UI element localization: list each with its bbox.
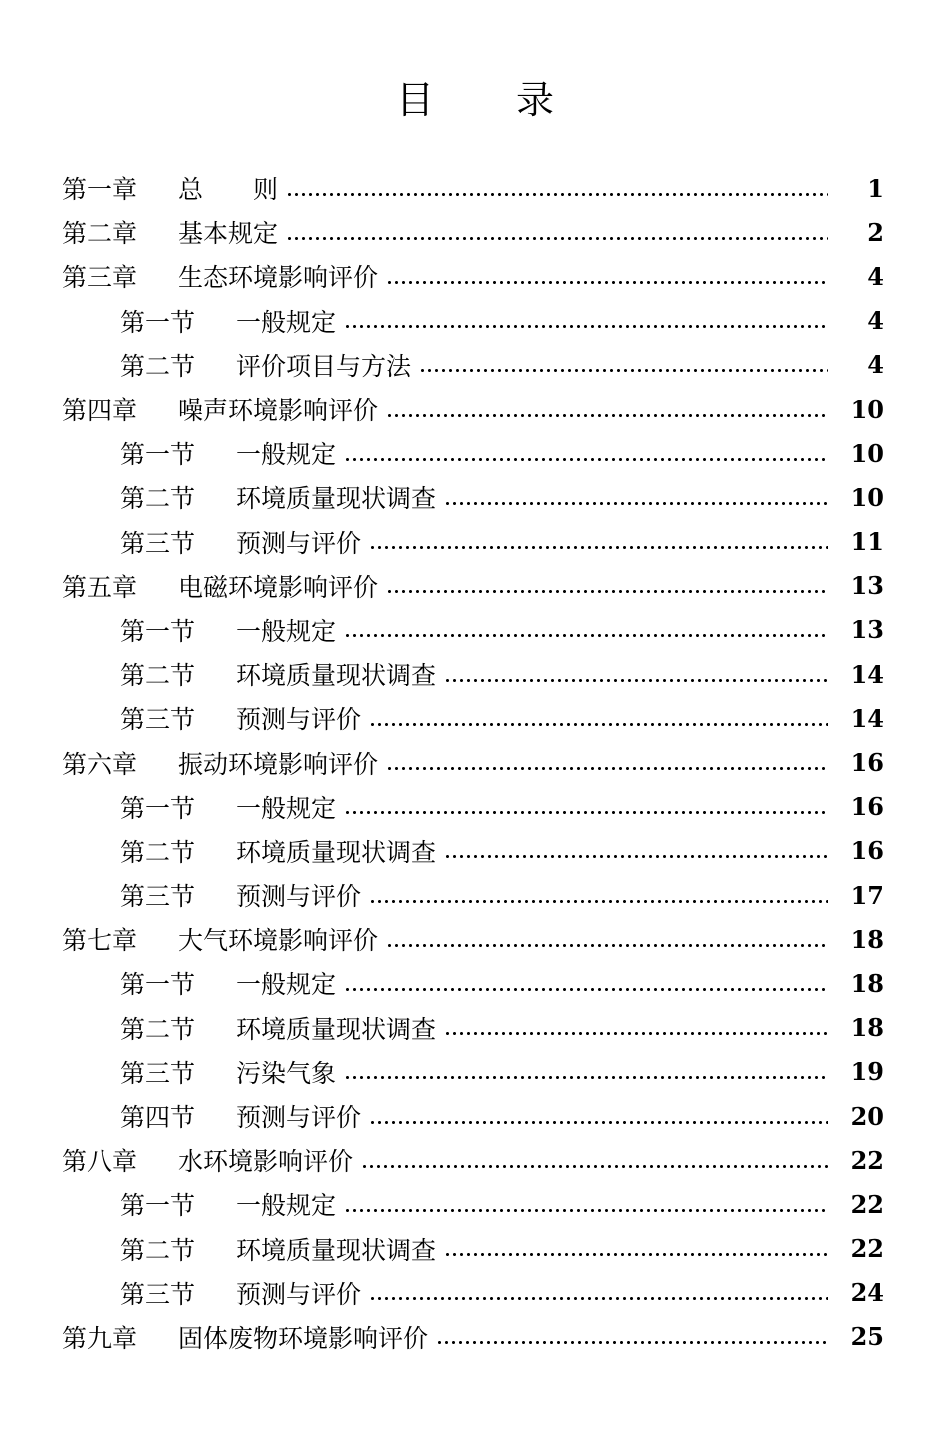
toc-entry-title: 水环境影响评价 [178,1147,354,1177]
toc-entry-title: 大气环境影响评价 [178,926,379,956]
toc-chapter-entry[interactable] [0,387,950,431]
toc-list [0,166,950,1359]
toc-section-entry[interactable] [0,343,950,387]
toc-entry-number: 第二节 [120,837,196,867]
toc-entry-number: 第二章 [62,219,138,249]
toc-entry-label [62,1142,353,1178]
toc-entry-title: 环境质量现状调查 [236,1235,437,1265]
toc-page-number: 4 [867,350,884,380]
dot-leader [444,679,828,682]
toc-entry-number: 第八章 [62,1147,138,1177]
toc-section-entry[interactable] [0,1182,950,1226]
dot-leader [344,325,828,328]
toc-entry-label [62,391,378,427]
toc-entry-number: 第四章 [62,396,138,426]
toc-entry-number: 第九章 [62,1323,138,1353]
dot-leader [286,193,828,196]
toc-entry-number: 第七章 [62,926,138,956]
toc-entry-label [120,877,361,913]
toc-page-number: 16 [850,836,884,866]
toc-page-number: 17 [850,880,884,910]
toc-entry-label [120,1275,361,1311]
dot-leader [444,1253,828,1256]
toc-page-number: 25 [850,1322,884,1352]
toc-entry-number: 第一节 [120,1191,196,1221]
toc-entry-number: 第六章 [62,749,138,779]
toc-title-char-2: 录 [516,78,555,122]
toc-page-number: 18 [850,1013,884,1043]
toc-page-number: 16 [850,748,884,778]
dot-leader [369,546,828,549]
dot-leader [444,1032,828,1035]
toc-page-number: 11 [850,527,884,557]
toc-section-entry[interactable] [0,652,950,696]
toc-entry-number: 第三节 [120,1279,196,1309]
toc-entry-number: 第一节 [120,616,196,646]
toc-entry-label [120,1054,336,1090]
toc-section-entry[interactable] [0,829,950,873]
toc-chapter-entry[interactable] [0,564,950,608]
toc-page-number: 4 [867,261,884,291]
dot-leader [386,944,828,947]
toc-entry-label [62,568,378,604]
toc-page-number: 13 [850,615,884,645]
toc-entry-label [120,1231,436,1267]
dot-leader [386,590,828,593]
toc-page-number: 19 [850,1057,884,1087]
toc-entry-label [120,303,336,339]
dot-leader [361,1165,828,1168]
toc-entry-number: 第二节 [120,351,196,381]
dot-leader [344,634,828,637]
toc-entry-number: 第一节 [120,793,196,823]
toc-entry-number: 第三节 [120,882,196,912]
toc-entry-title: 污染气象 [236,1058,337,1088]
toc-entry-title: 一般规定 [236,1191,337,1221]
toc-section-entry[interactable] [0,1094,950,1138]
toc-section-entry[interactable] [0,873,950,917]
toc-entry-label [62,745,378,781]
toc-page-number: 22 [850,1189,884,1219]
toc-entry-title: 预测与评价 [236,882,362,912]
toc-entry-title: 环境质量现状调查 [236,1014,437,1044]
toc-page-number: 16 [850,792,884,822]
toc-entry-label [120,965,336,1001]
toc-entry-number: 第一节 [120,440,196,470]
toc-section-entry[interactable] [0,1050,950,1094]
toc-page-number: 24 [850,1278,884,1308]
toc-entry-title: 振动环境影响评价 [178,749,379,779]
dot-leader [344,1209,828,1212]
toc-entry-number: 第五章 [62,572,138,602]
toc-chapter-entry[interactable] [0,740,950,784]
toc-chapter-entry[interactable] [0,166,950,210]
dot-leader [386,281,828,284]
toc-entry-label [120,435,336,471]
toc-page-number: 18 [850,968,884,998]
dot-leader [344,1076,828,1079]
dot-leader [444,502,828,505]
dot-leader [369,900,828,903]
toc-entry-number: 第二节 [120,1235,196,1265]
toc-entry-label [120,789,336,825]
toc-entry-label [120,1186,336,1222]
toc-entry-title: 环境质量现状调查 [236,661,437,691]
toc-section-entry[interactable] [0,1227,950,1271]
toc-entry-number: 第一章 [62,175,138,205]
dot-leader [369,1297,828,1300]
toc-section-entry[interactable] [0,475,950,519]
toc-section-entry[interactable] [0,1271,950,1315]
toc-chapter-entry[interactable] [0,210,950,254]
dot-leader [436,1341,828,1344]
toc-entry-title: 评价项目与方法 [236,351,412,381]
toc-entry-title: 生态环境影响评价 [178,263,379,293]
toc-entry-title: 电磁环境影响评价 [178,572,379,602]
toc-section-entry[interactable] [0,696,950,740]
toc-entry-label [120,524,361,560]
dot-leader [386,414,828,417]
toc-page-number: 2 [867,217,884,247]
toc-page-number: 10 [850,438,884,468]
toc-page-number: 20 [850,1101,884,1131]
dot-leader [419,369,828,372]
toc-section-entry[interactable] [0,608,950,652]
toc-page-number: 13 [850,571,884,601]
toc-entry-number: 第三章 [62,263,138,293]
toc-entry-number: 第一节 [120,307,196,337]
toc-page-number: 22 [850,1234,884,1264]
toc-page-number: 10 [850,394,884,424]
toc-entry-label [120,612,336,648]
toc-page-number: 18 [850,924,884,954]
toc-entry-title: 预测与评价 [236,705,362,735]
toc-page-number: 1 [867,173,884,203]
toc-entry-title: 一般规定 [236,616,337,646]
toc-section-entry[interactable] [0,431,950,475]
toc-entry-number: 第二节 [120,484,196,514]
toc-entry-label [62,170,278,206]
dot-leader [344,811,828,814]
toc-page-number: 22 [850,1145,884,1175]
toc-page-number: 4 [867,306,884,336]
toc-entry-title: 环境质量现状调查 [236,484,437,514]
toc-entry-title: 一般规定 [236,307,337,337]
toc-entry-label [62,258,378,294]
toc-page-number: 14 [850,703,884,733]
toc-entry-label [62,921,378,957]
toc-entry-label [120,656,436,692]
toc-entry-title: 预测与评价 [236,528,362,558]
toc-entry-title: 预测与评价 [236,1279,362,1309]
toc-section-entry[interactable] [0,1006,950,1050]
toc-entry-title: 一般规定 [236,793,337,823]
toc-entry-number: 第二节 [120,1014,196,1044]
toc-title [0,72,950,128]
dot-leader [344,988,828,991]
dot-leader [386,767,828,770]
dot-leader [444,855,828,858]
dot-leader [286,237,828,240]
toc-entry-number: 第三节 [120,705,196,735]
dot-leader [344,458,828,461]
toc-entry-label [120,347,411,383]
toc-entry-title: 一般规定 [236,970,337,1000]
toc-entry-title: 噪声环境影响评价 [178,396,379,426]
toc-chapter-entry[interactable] [0,1315,950,1359]
toc-entry-label [120,1010,436,1046]
toc-entry-title: 一般规定 [236,440,337,470]
toc-entry-label [120,700,361,736]
toc-entry-number: 第三节 [120,1058,196,1088]
toc-entry-title: 环境质量现状调查 [236,837,437,867]
toc-section-entry[interactable] [0,785,950,829]
dot-leader [369,723,828,726]
toc-section-entry[interactable] [0,520,950,564]
toc-entry-title: 总 则 [178,175,279,205]
toc-entry-label [120,1098,361,1134]
toc-entry-title: 固体废物环境影响评价 [178,1323,429,1353]
toc-entry-label [120,833,436,869]
toc-entry-label [62,1319,428,1355]
toc-chapter-entry[interactable] [0,1138,950,1182]
toc-entry-number: 第二节 [120,661,196,691]
toc-entry-number: 第三节 [120,528,196,558]
toc-entry-number: 第一节 [120,970,196,1000]
toc-section-entry[interactable] [0,961,950,1005]
toc-section-entry[interactable] [0,299,950,343]
dot-leader [369,1121,828,1124]
toc-page-number: 14 [850,659,884,689]
toc-entry-title: 预测与评价 [236,1103,362,1133]
toc-page-number: 10 [850,482,884,512]
toc-entry-number: 第四节 [120,1103,196,1133]
toc-chapter-entry[interactable] [0,917,950,961]
toc-title-char-1: 目 [395,78,434,122]
toc-entry-label [62,214,278,250]
toc-entry-title: 基本规定 [178,219,279,249]
toc-chapter-entry[interactable] [0,254,950,298]
toc-entry-label [120,479,436,515]
